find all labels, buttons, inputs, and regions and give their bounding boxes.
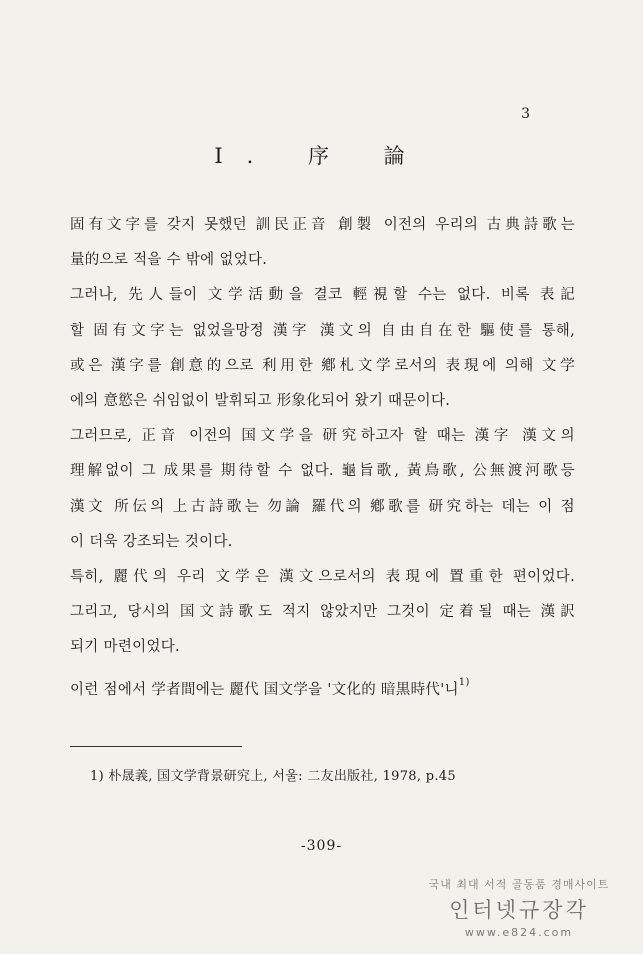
watermark-title: 인터넷규장각: [449, 898, 589, 922]
body-line: [70, 560, 575, 595]
site-watermark: [419, 876, 619, 939]
body-line: [70, 384, 575, 419]
body-line: [70, 630, 575, 665]
watermark-url: www.e824.com: [464, 926, 574, 939]
body-line: [70, 419, 575, 454]
body-line-text: 理解없이 그 成果를 期待할 수 없다. 龜旨歌, 黃鳥歌, 公無渡河歌등: [70, 463, 575, 480]
body-line-text: 그러므로, 正音 이전의 国文学을 研究하고자 할 때는 漢字 漢文의: [70, 428, 575, 445]
body-text: [70, 208, 575, 701]
body-line-text: 할 固有文字는 없었을망정 漢字 漢文의 自由自在한 驅使를 통해,: [70, 322, 575, 339]
footnote-divider: [70, 746, 242, 747]
body-line-text: 或은 漢字를 創意的으로 利用한 鄕札文学로서의 表現에 의해 文学: [70, 357, 575, 374]
footnote: 1) 朴晟義, 国文学背景研究上, 서울: 二友出版社, 1978, p.45: [90, 769, 456, 784]
body-line-text: 量的으로 적을 수 밖에 없었다.: [70, 252, 268, 269]
body-line-text: 固有文字를 갖지 못했던 訓民正音 創製 이전의 우리의 古典詩歌는: [70, 217, 575, 233]
watermark-tagline: 국내 최대 서적 골동품 경매사이트: [428, 878, 610, 891]
body-line: [70, 278, 575, 313]
body-line-text: 되기 마련이었다.: [70, 639, 180, 656]
body-line: [70, 665, 575, 700]
body-line-text: 漢文 所伝의 上古詩歌는 勿論 羅代의 鄕歌를 研究하는 데는 이 점: [70, 498, 575, 515]
body-line-text: 에의 意慾은 쉬임없이 발휘되고 形象化되어 왔기 때문이다.: [70, 392, 451, 409]
body-line-text: 그리고, 당시의 国文詩歌도 적지 않았지만 그것이 定着될 때는 漢訳: [70, 604, 575, 621]
body-line-text: 이런 점에서 学者間에는 麗代 国文学을 '文化的 暗黒時代'니: [70, 682, 459, 699]
body-line: [70, 525, 575, 560]
body-line: [70, 454, 575, 489]
body-line: [70, 490, 575, 525]
footnote-marker: 1): [458, 677, 470, 689]
page-folio: -309-: [300, 838, 343, 854]
page-number: 3: [521, 106, 531, 122]
body-line: [70, 314, 575, 349]
body-line-text: 이 더욱 강조되는 것이다.: [70, 533, 233, 550]
chapter-title: I. 序 論: [214, 144, 429, 168]
body-line-text: 그러나, 先人들이 文学活動을 결코 輕視할 수는 없다. 비록 表記: [70, 287, 575, 304]
body-line-text: 특히, 麗代의 우리 文学은 漢文으로서의 表現에 置重한 편이었다.: [70, 568, 575, 585]
body-line: [70, 208, 575, 243]
body-line: [70, 349, 575, 384]
body-line: [70, 595, 575, 630]
body-line: [70, 243, 575, 278]
